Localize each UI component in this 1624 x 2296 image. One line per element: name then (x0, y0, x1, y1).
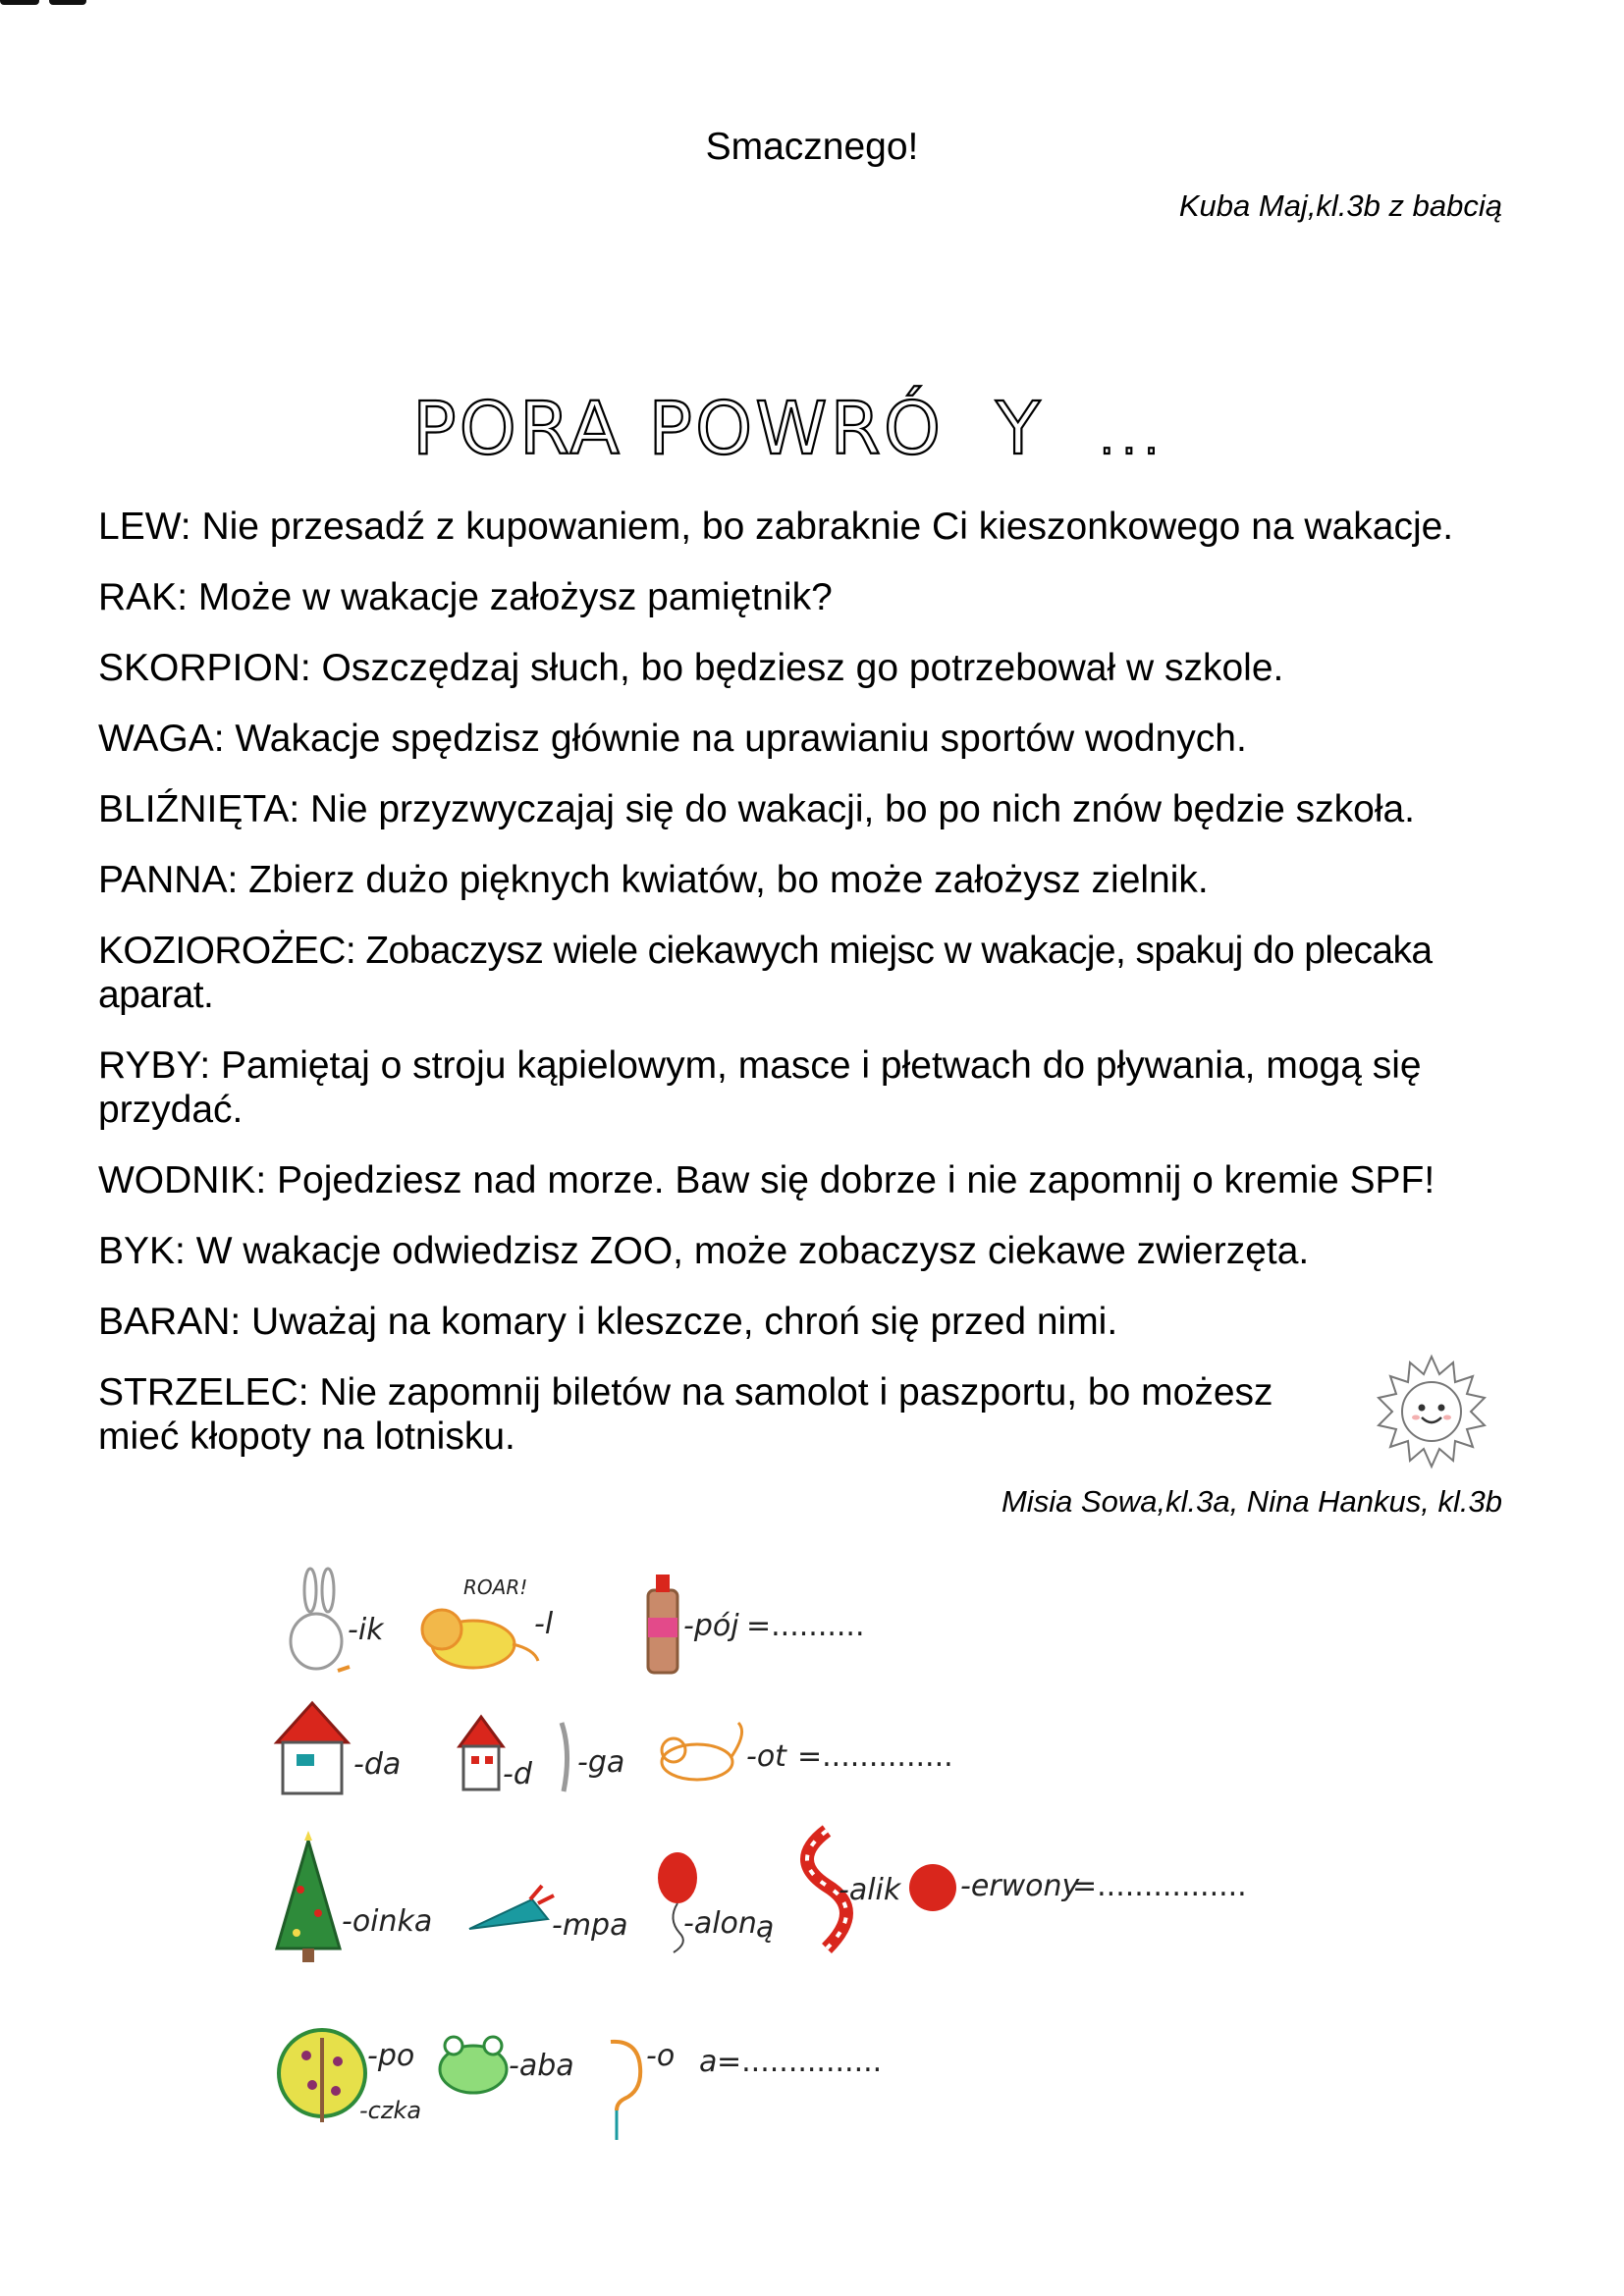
section-headline (412, 385, 1296, 473)
horoscope-list (98, 505, 1512, 1485)
rebus-puzzle (277, 1561, 1396, 2169)
rebus-4-end: =............... (717, 2045, 883, 2079)
rebus-3-c: -alon (683, 1906, 757, 1941)
ear-drawing (611, 2042, 640, 2140)
horoscope-byline: Misia Sowa,kl.3a, Nina Hankus, kl.3b (1001, 1484, 1502, 1519)
corner-scan-mark (0, 0, 88, 6)
horoscope-item-rak: RAK: Może w wakacje założysz pamiętnik? (98, 576, 833, 618)
tree-circle-drawing (279, 2030, 365, 2122)
rebus-2-d: -ot (746, 1739, 786, 1774)
needle-drawing (562, 1723, 568, 1791)
recipe-byline: Kuba Maj,kl.3b z babcią (1178, 188, 1502, 223)
rebus-2-c: -ga (577, 1745, 625, 1780)
christmas-tree-drawing (277, 1831, 340, 1962)
horoscope-item-lew: LEW: Nie przesadź z kupowaniem, bo zabraknie Ci kieszonkowego na wakacje. (98, 506, 1454, 548)
cat-drawing (662, 1723, 742, 1780)
horoscope-item-ryby: RYBY: Pamiętaj o stroju kąpielowym, masce i płetwach do pływania, mogą się przydać. (98, 1044, 1422, 1131)
closing-text: Smacznego! (705, 126, 919, 168)
rebus-3-f: -erwony (960, 1869, 1080, 1903)
rebus-2-end: =.............. (797, 1739, 953, 1774)
rebus-1-end: =.......... (746, 1609, 865, 1643)
rebus-4-a: -po (367, 2039, 415, 2073)
rabbit-drawing (291, 1569, 350, 1671)
rebus-1-a: -ik (348, 1613, 384, 1647)
horoscope-item-blizneta: BLIŹNIĘTA: Nie przyzwyczajaj się do wakacji, bo po nich znów będzie szkoła. (98, 788, 1416, 830)
rebus-1-b: -l (534, 1607, 554, 1641)
horoscope-item-byk: BYK: W wakacje odwiedzisz ZOO, może zobaczysz ciekawe zwierzęta. (98, 1230, 1310, 1272)
rebus-4-c: -aba (509, 2049, 574, 2083)
rebus-4-b: -czka (359, 2097, 422, 2124)
rebus-row-3 (277, 1831, 1396, 1958)
horoscope-item-koziorozec: KOZIOROŻEC: Zobaczysz wiele ciekawych miejsc w wakacje, spakuj do plecaka aparat. (98, 930, 1433, 1016)
horoscope-item-waga: WAGA: Wakacje spędzisz głównie na uprawianiu sportów wodnych. (98, 718, 1247, 760)
sun-icon (1373, 1353, 1490, 1470)
headline-text: PORA POWRÓ Y (412, 387, 1044, 471)
rebus-1-c: -pój (683, 1609, 739, 1643)
rebus-2-a: -da (353, 1747, 402, 1782)
headline-ellipsis: ... (1100, 411, 1166, 464)
carrot-drawing (469, 1886, 554, 1929)
rebus-3-d: ą (756, 1910, 775, 1945)
horoscope-item-skorpion: SKORPION: Oszczędzaj słuch, bo będziesz go potrzebował w szkole. (98, 647, 1284, 689)
rebus-row-4 (277, 2012, 1396, 2140)
lion-drawing (422, 1610, 538, 1668)
rebus-1-roar: ROAR! (463, 1575, 528, 1599)
horoscope-item-panna: PANNA: Zbierz dużo pięknych kwiatów, bo może założysz zielnik. (98, 859, 1209, 901)
bottle-drawing (648, 1575, 677, 1673)
horoscope-item-strzelec: STRZELEC: Nie zapomnij biletów na samolot i paszportu, bo możesz mieć kłopoty na lotnisku. (98, 1371, 1273, 1458)
rebus-2-b: -d (503, 1757, 532, 1791)
rebus-4-d: -o (646, 2039, 676, 2073)
horoscope-item-wodnik: WODNIK: Pojedziesz nad morze. Baw się dobrze i nie zapomnij o kremie SPF! (98, 1159, 1435, 1201)
rebus-row-1 (277, 1561, 1396, 1688)
house-drawing (277, 1703, 348, 1793)
small-house-drawing (460, 1717, 503, 1789)
red-circle-drawing (909, 1864, 956, 1911)
rebus-3-b: -mpa (552, 1908, 628, 1943)
rebus-4-e: a (699, 2045, 718, 2079)
frog-drawing (440, 2037, 507, 2093)
rebus-3-a: -oinka (342, 1904, 433, 1939)
rebus-row-2 (277, 1693, 1396, 1821)
rebus-3-e: -alik (839, 1873, 901, 1907)
horoscope-item-baran: BARAN: Uważaj na komary i kleszcze, chroń się przed nimi. (98, 1301, 1118, 1343)
rebus-3-end: =................ (1072, 1869, 1247, 1903)
